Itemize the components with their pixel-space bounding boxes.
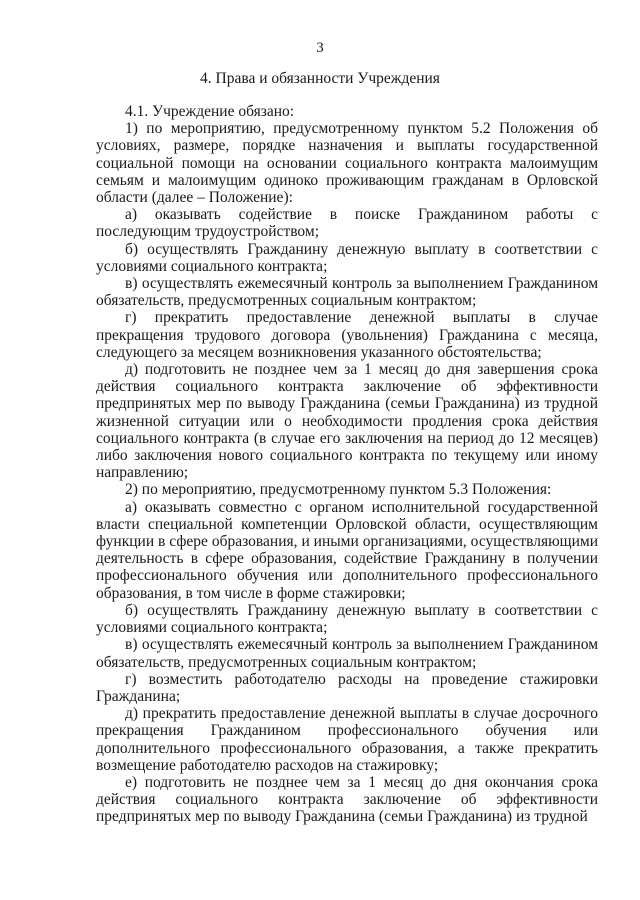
section-heading: 4. Права и обязанности Учреждения xyxy=(200,70,440,87)
paragraph-1-a: а) оказывать содействие в поиске Гражданином работы с последующим трудоустройством; xyxy=(96,206,598,241)
paragraph-2-a: а) оказывать совместно с органом исполнительной государственной власти специальной компетенции Орловской области, осуществляющим функции в сфере образования, и иными организациями, осуществляющими деятельность в сфере образования, содействие Гражданину в получении профессионального обучения или дополнительного профессионального образования, в том числе в форме стажировки; xyxy=(96,498,598,602)
page-number: 3 xyxy=(316,40,324,56)
paragraph-1-g: г) прекратить предоставление денежной выплаты в случае прекращения трудового договора (увольнения) Гражданина с месяца, следующего за месяцем возникновения указанного обстоятельства; xyxy=(96,309,598,361)
document-body xyxy=(96,103,598,826)
paragraph-1-d: д) подготовить не позднее чем за 1 месяц до дня завершения срока действия социального контракта заключение об эффективности предпринятых мер по выводу Гражданина (семьи Гражданина) из трудной жизненной ситуации или о необходимости продления срока действия социального контракта (в случае его заключения на период до 12 месяцев) либо заключения нового социального контракта по текущему или иному направлению; xyxy=(96,361,598,482)
paragraph-2-e: е) подготовить не позднее чем за 1 месяц до дня окончания срока действия социального контракта заключение об эффективности предпринятых мер по выводу Гражданина (семьи Гражданина) из трудной xyxy=(96,773,598,826)
paragraph-2-b: б) осуществлять Гражданину денежную выплату в соответствии с условиями социального контракта; xyxy=(96,601,598,637)
paragraph-item-2: 2) по мероприятию, предусмотренному пунктом 5.3 Положения: xyxy=(125,481,552,499)
paragraph-2-d: д) прекратить предоставление денежной выплаты в случае досрочного прекращения Гражданином профессионального обучения или дополнительного профессионального образования, а также прекратить возмещение работодателю расходов на стажировку; xyxy=(96,705,598,774)
paragraph-2-v: в) осуществлять ежемесячный контроль за выполнением Гражданином обязательств, предусмотренных социальным контрактом; xyxy=(96,636,598,671)
paragraph-4-1: 4.1. Учреждение обязано: xyxy=(125,103,295,120)
paragraph-item-1: 1) по мероприятию, предусмотренному пунктом 5.2 Положения об условиях, размере, порядке назначения и выплаты государственной социальной помощи на основании социального контракта малоимущим семьям и малоимущим одиноко проживающим гражданам в Орловской области (далее – Положение): xyxy=(96,120,598,207)
paragraph-1-b: б) осуществлять Гражданину денежную выплату в соответствии с условиями социального контракта; xyxy=(96,240,598,275)
paragraph-2-g: г) возместить работодателю расходы на проведение стажировки Гражданина; xyxy=(96,670,598,705)
paragraph-1-v: в) осуществлять ежемесячный контроль за выполнением Гражданином обязательств, предусмотренных социальным контрактом; xyxy=(96,275,598,310)
